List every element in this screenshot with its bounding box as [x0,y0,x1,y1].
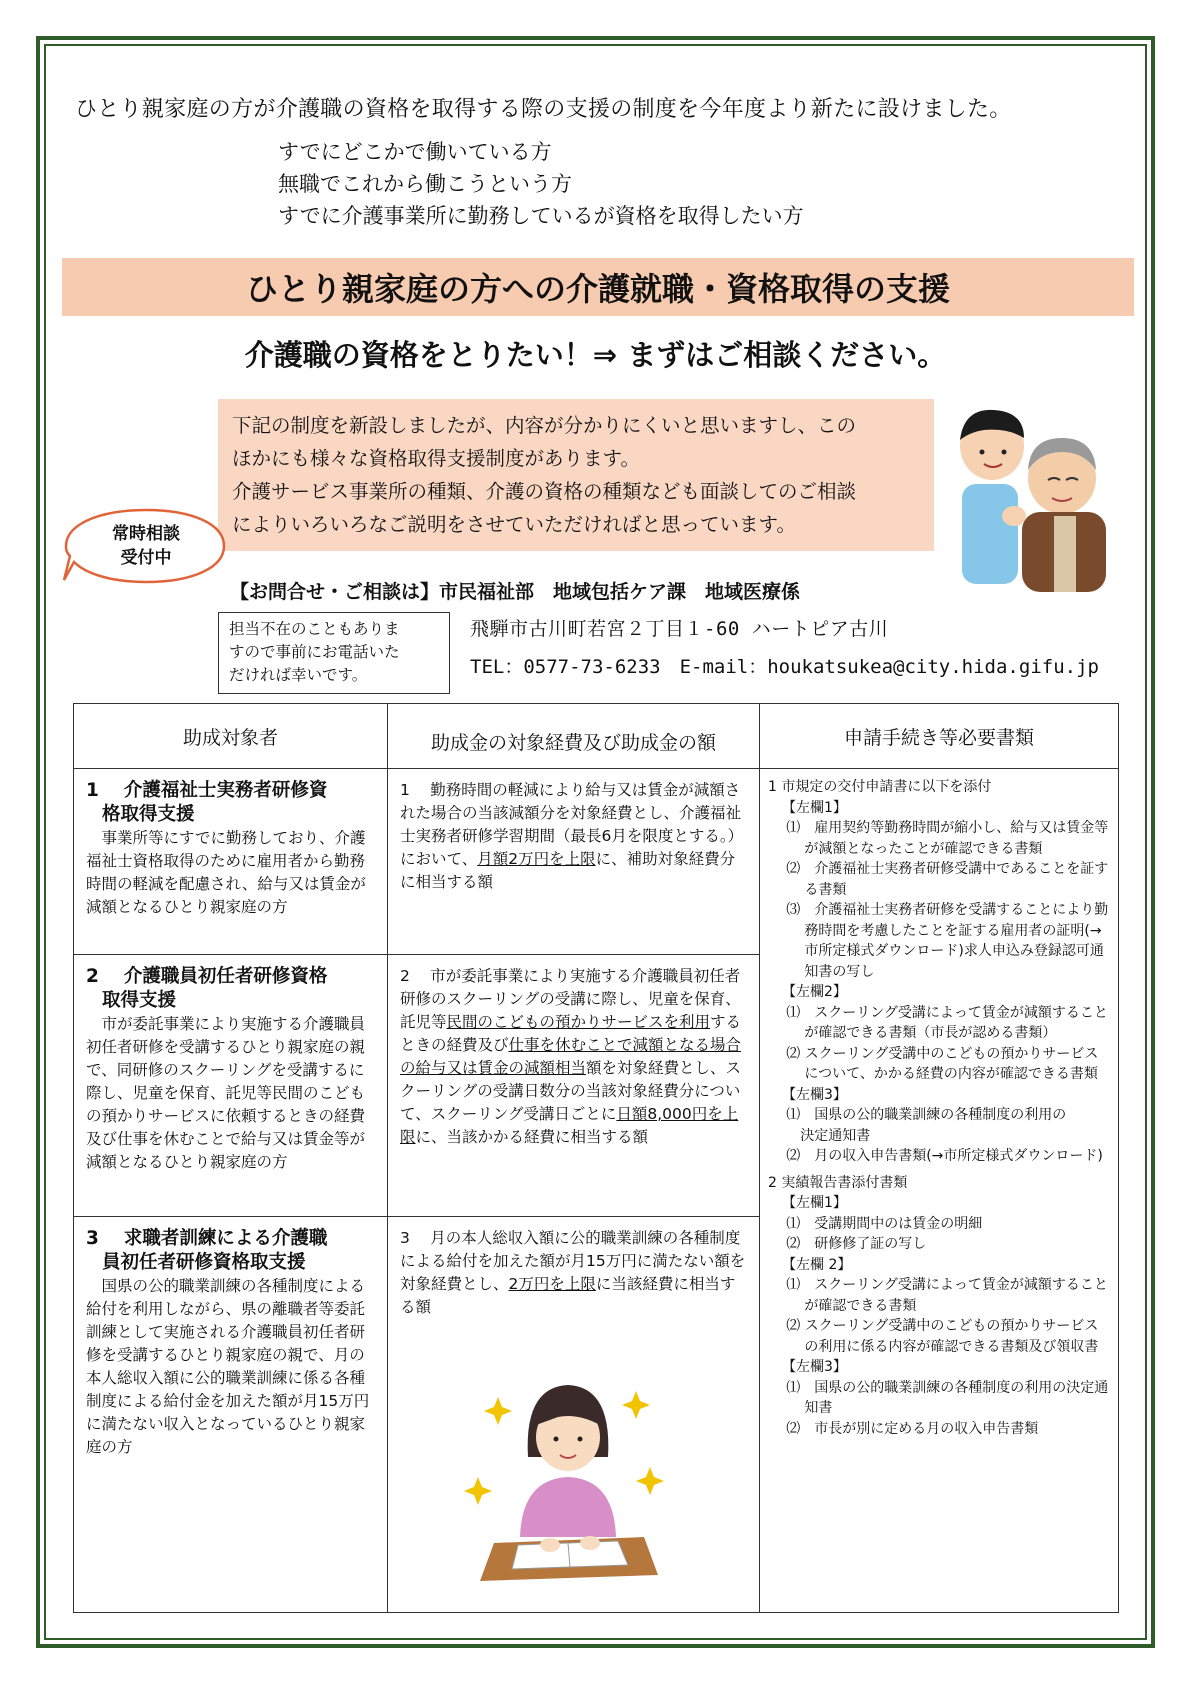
expense-part: 3 月の本人総収入額に公的職業訓練の各種制度による給付を加えた額が月15万円に満たない額を対象経費とし、 [400,1229,746,1293]
documents-section-label: 【左欄1】 [782,1195,847,1211]
intro-bullet: すでにどこかで働いている方 [278,140,552,164]
documents-section-label: 【左欄 2】 [782,1256,852,1273]
documents-section-label: 【左欄2】 [782,984,847,1000]
documents-item: ⑴ 受講期間中のは賃金の明細 [786,1215,983,1232]
documents-item: ⑶ 介護福祉士実務者研修を受講することにより勤務時間を考慮したことを証する雇用者の証明(→市所定様式ダウンロード)求人申込み登録認可通知書の写し [786,902,1109,980]
caregiver-illustration [944,400,1120,596]
expense-underlined: 民間のこどもの預かりサービスを利用 [446,1013,711,1031]
documents-item: ⑵ スクーリング受講中のこどもの預かりサービスについて、かかる経費の内容が確認できる書類 [786,1045,1099,1082]
intro-lead: ひとり親家庭の方が介護職の資格を取得する際の支援の制度を今年度より新たに設けました。 [75,97,1012,122]
note-box [218,399,934,551]
expense-part: するときの経費及び [400,1013,742,1054]
note-line: ほかにも様々な資格取得支援制度があります。 [232,447,640,470]
documents-item: ⑴ 雇用契約等勤務時間が縮小し、給与又は賃金等が減額となったことが確認できる書類 [786,820,1109,857]
subsidy-table [73,703,1119,1613]
expense-text [400,965,749,1149]
expense-underlined: 仕事を休むことで減額となる場合の給与又は賃金の減額相当 [400,1036,742,1077]
documents-item: ⑵ 市長が別に定める月の収入申告書類 [786,1420,1039,1437]
table-header-row [74,704,1119,769]
target-text: 市が委託事業により実施する介護職員初任者研修を受講するひとり親家庭の親で、同研修のスクーリングを受講するに際し、児童を保育、託児等民間のこどもの預かりサービスに依頼するときの経費及び仕事を休むことで給与又は賃金等が減額となるひとり親家庭の方 [86,1015,366,1171]
row-title: 格取得支援 [102,804,195,825]
header-documents: 申請手続き等必要書類 [760,704,1119,769]
header-target: 助成対象者 [74,704,388,769]
subtitle: 介護職の資格をとりたい！⇒ まずはご相談ください。 [244,338,947,372]
documents-item: ⑵ 研修修了証の写し [786,1236,927,1252]
expense-part: に、当該かかる経費に相当する額 [415,1128,649,1146]
target-cell [74,1217,388,1613]
expense-part: 額を対象経費とし、スクーリングの受講日数分の当該対象経費分について、スクーリング受講日ごとに [400,1059,742,1123]
documents-item: ⑵ 介護福祉士実務者研修受講中であることを証する書類 [786,861,1109,898]
studying-girl-illustration [458,1367,678,1587]
expense-cell [388,955,760,1217]
documents-item: ⑴ 国県の公的職業訓練の各種制度の利用の [786,1107,1067,1123]
expense-cell [388,1217,760,1613]
target-text: 国県の公的職業訓練の各種制度による給付を利用しながら、県の離職者等委託訓練として実施される介護職員初任者研修を受講するひとり親家庭の親で、月の本人総収入額に公的職業訓練に係る各種制度による給付金を加えた額が月15万円に満たない収入となっているひとり親家庭の方 [86,1277,370,1456]
documents-item: 決定通知書 [786,1127,871,1144]
contact-address: 飛騨市古川町若宮２丁目１-60 ハートピア古川 [470,618,889,640]
table-row [74,769,1119,955]
expense-limit: 日額8,000円を上限 [400,1105,739,1146]
row-title: 3 求職者訓練による介護職 [86,1228,328,1249]
absent-note-line: すので事前にお電話いた [229,643,400,661]
documents-item: ⑴ スクーリング受講によって賃金が減額することが確認できる書類（市長が認める書類） [786,1004,1108,1041]
documents-cell [760,769,1119,1613]
bubble-line: 常時相談 [112,524,180,544]
note-line: によりいろいろなご説明をさせていただければと思っています。 [232,513,796,536]
title-banner [62,258,1134,316]
documents-list [768,777,1110,1439]
expense-part: 1 勤務時間の軽減により給与又は賃金が減額された場合の当該減額分を対象経費とし、介護福祉士実務者研修学習期間（最長6月を限度とする。）において、 [400,781,744,868]
target-text: 事業所等にすでに勤務しており、介護福祉士資格取得のために雇用者から勤務時間の軽減を配慮され、給与又は賃金が減額となるひとり親家庭の方 [86,829,366,916]
documents-item: ⑴ 国県の公的職業訓練の各種制度の利用の決定通知書 [786,1379,1109,1416]
expense-part: 2 市が委託事業により実施する介護職員初任者研修のスクーリングの受講に際し、児童を保育、託児等 [400,967,741,1031]
expense-limit: 月額2万円を上限 [477,850,596,868]
row-title: 1 介護福祉士実務者研修資 [86,780,328,801]
target-cell [74,769,388,955]
target-cell [74,955,388,1217]
title-banner-text: ひとり親家庭の方への介護就職・資格取得の支援 [245,270,950,308]
documents-section-label: 【左欄3】 [782,1086,847,1103]
expense-limit: 2万円を上限 [508,1275,596,1293]
bubble-text [62,522,230,570]
expense-part: に、補助対象経費分に相当する額 [400,850,736,891]
intro-bullet: すでに介護事業所に勤務しているが資格を取得したい方 [278,204,804,228]
documents-item: ⑵ スクーリング受講中のこどもの預かりサービスの利用に係る内容が確認できる書類及び領収書 [786,1318,1099,1355]
expense-text [400,1227,749,1319]
absent-note-line: 担当不在のこともありま [229,620,400,638]
bubble-line: 受付中 [120,548,172,568]
row-title: 取得支援 [102,990,177,1011]
documents-section-label: 【左欄1】 [782,799,847,816]
note-line: 下記の制度を新設しましたが、内容が分かりにくいと思いますし、この [232,414,857,437]
row-title: 2 介護職員初任者研修資格 [86,966,328,987]
documents-item: 1 市規定の交付申請書に以下を添付 [768,779,992,795]
contact-heading: 【お問合せ・ご相談は】市民福祉部 地域包括ケア課 地域医療係 [230,581,801,603]
absent-note-line: だければ幸いです。 [229,666,368,684]
documents-item: ⑵ 月の収入申告書類(→市所定様式ダウンロード) [786,1148,1103,1164]
note-line: 介護サービス事業所の種類、介護の資格の種類なども面談してのご相談 [232,480,857,503]
header-expense: 助成金の対象経費及び助成金の額 [388,704,760,769]
contact-tel-email: TEL：0577-73-6233 E-mail：houkatsukea@city.hida.gifu.jp [470,656,1099,678]
row-title: 員初任者研修資格取支援 [102,1252,306,1273]
absent-note-box [218,612,450,694]
documents-item: 2 実績報告書添付書類 [768,1174,908,1191]
documents-item: ⑴ スクーリング受講によって賃金が減額することが確認できる書類 [786,1277,1108,1314]
intro-bullet: 無職でこれから働こうという方 [278,172,572,196]
documents-section-label: 【左欄3】 [782,1359,847,1375]
expense-cell [388,769,760,955]
expense-part: に当該経費に相当する額 [400,1275,736,1316]
expense-text [400,779,749,894]
